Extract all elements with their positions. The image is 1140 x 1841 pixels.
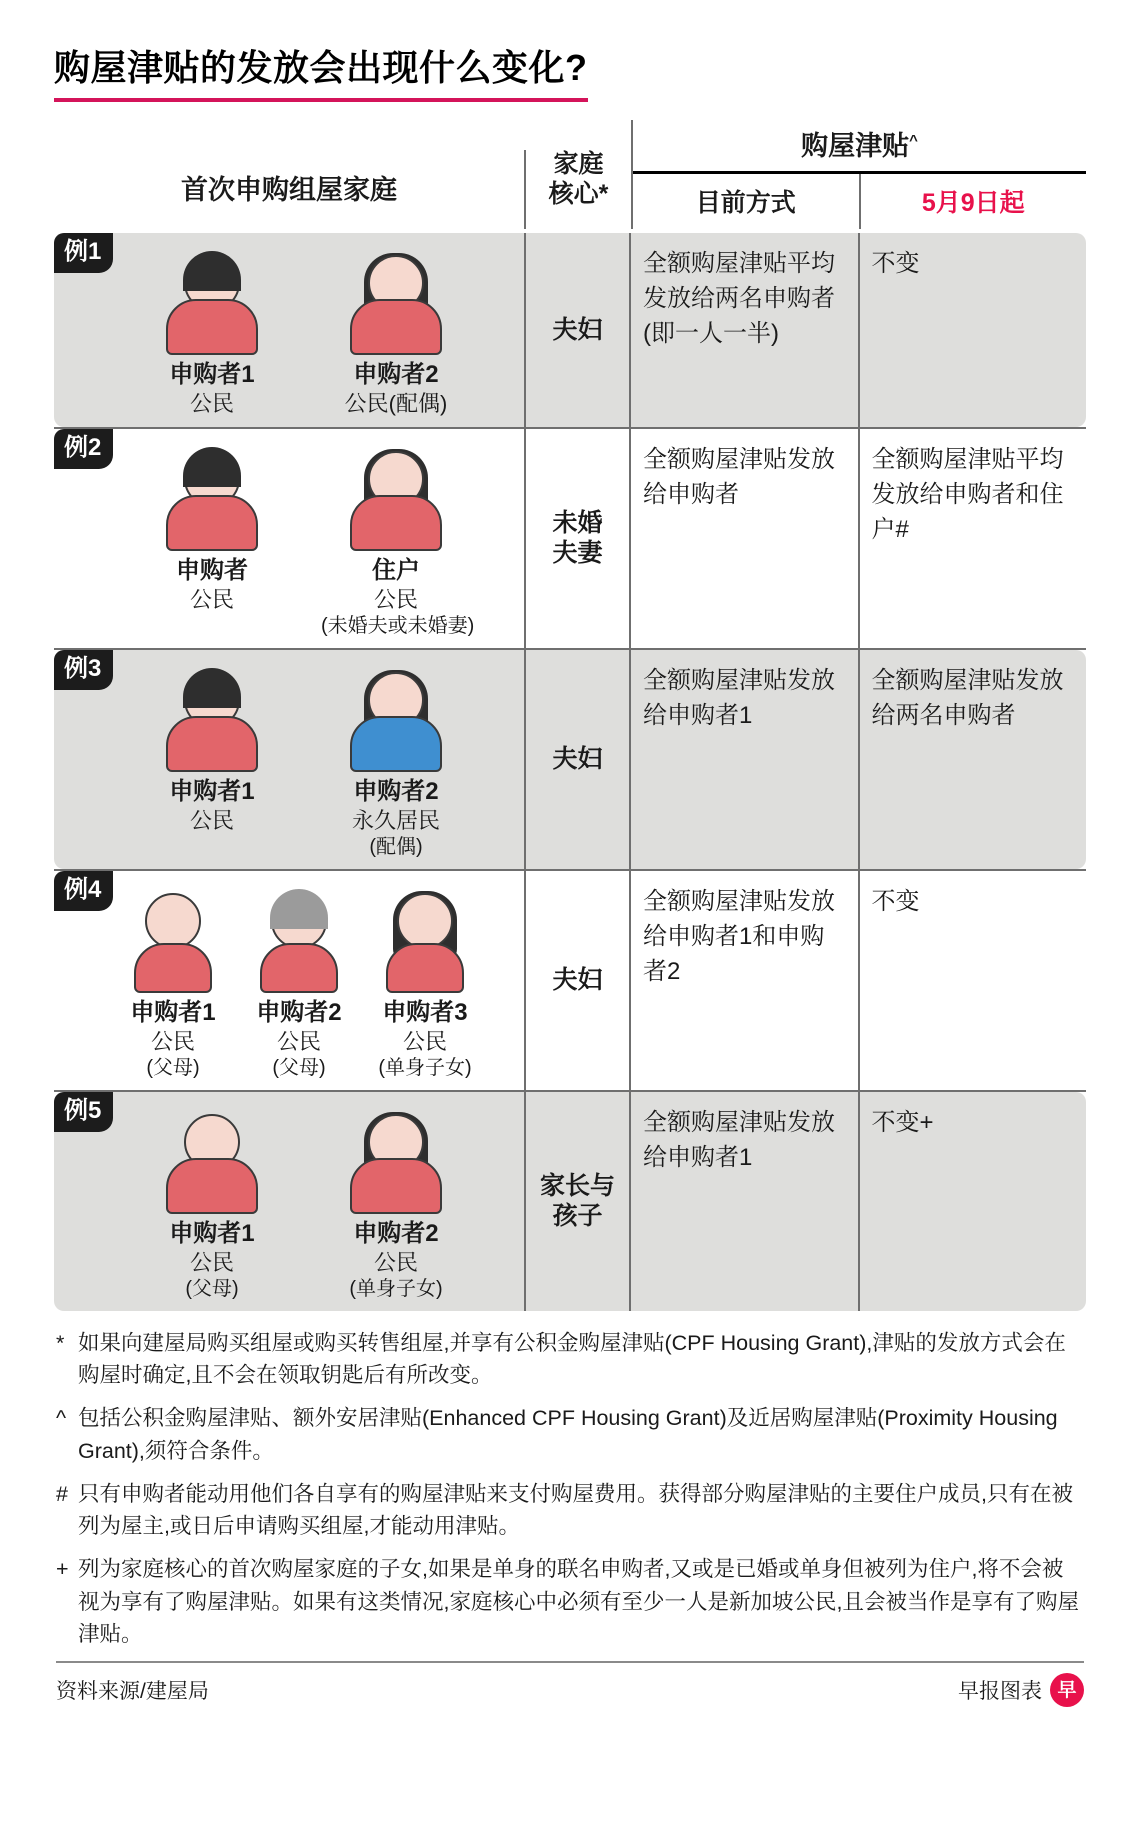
- person: [137, 251, 287, 417]
- person-name: 申购者1: [130, 998, 216, 1026]
- person-status: 公民: [373, 1249, 418, 1275]
- people-group: [54, 1106, 524, 1301]
- footer: [56, 1661, 1084, 1707]
- person-status: 公民: [150, 1028, 195, 1054]
- header-new-method: 5月9日起: [921, 189, 1025, 217]
- person-figure-icon: [164, 1110, 260, 1214]
- person-name: 申购者2: [353, 1219, 439, 1247]
- brand: [958, 1673, 1084, 1707]
- person-status: 公民: [189, 1249, 234, 1275]
- header-grant: [633, 120, 1086, 174]
- footnote-mark: ^: [56, 1406, 67, 1431]
- footnote: [56, 1327, 1084, 1392]
- grant-cell: [629, 1092, 1086, 1311]
- current-method-text: 全额购屋津贴发放给申购者1: [631, 650, 860, 869]
- person-figure-icon: [125, 889, 221, 993]
- person: [113, 889, 233, 1080]
- credit-text: 早报图表: [958, 1680, 1042, 1704]
- family-core: [524, 429, 629, 648]
- footnote-text: 如果向建屋局购买组屋或购买转售组屋,并享有公积金购屋津贴(CPF Housing Grant),津贴的发放方式会在购屋时确定,且不会在领取钥匙后有所改变。: [78, 1330, 1066, 1388]
- footnote: [56, 1478, 1084, 1543]
- header-core: [524, 150, 631, 229]
- current-method-text: 全额购屋津贴平均发放给两名申购者(即一人一半): [631, 233, 860, 427]
- source-text: 资料来源/建屋局: [56, 1680, 209, 1704]
- new-method-text: 不变: [871, 887, 920, 915]
- person-status: 公民: [189, 586, 234, 612]
- footnote: [56, 1402, 1084, 1467]
- person-note: (未婚夫或未婚妻): [321, 614, 475, 637]
- family-core-line2: 夫妻: [552, 539, 603, 568]
- footnote: [56, 1553, 1084, 1650]
- grant-cell: [629, 650, 1086, 869]
- person: [321, 1110, 471, 1301]
- page-title: 购屋津贴的发放会出现什么变化?: [54, 40, 588, 102]
- header-core-line2: 核心*: [548, 179, 609, 208]
- people-cell: [54, 650, 524, 869]
- people-cell: [54, 429, 524, 648]
- person-name: 申购者1: [169, 361, 255, 388]
- people-cell: [54, 1092, 524, 1311]
- table-row: [54, 869, 1086, 1090]
- family-core: 夫妇: [524, 871, 629, 1090]
- family-core-line1: 未婚: [552, 509, 603, 538]
- person-figure-icon: [377, 889, 473, 993]
- people-group: [54, 247, 524, 417]
- person-note: (父母): [185, 1277, 239, 1300]
- person-figure-icon: [348, 447, 444, 551]
- person: [321, 668, 471, 859]
- people-group: [54, 443, 524, 638]
- family-core: 夫妇: [524, 650, 629, 869]
- cases-table: [54, 233, 1086, 1311]
- person-status: 公民: [189, 807, 234, 833]
- new-method-text: 全额购屋津贴平均发放给申购者和住户#: [871, 445, 1064, 543]
- current-method-text: 全额购屋津贴发放给申购者1: [631, 1092, 860, 1311]
- header-current-method: 目前方式: [633, 174, 861, 229]
- header-grant-label: 购屋津贴: [801, 131, 910, 161]
- person-name: 申购者2: [353, 361, 439, 388]
- header-core-line1: 家庭: [553, 150, 604, 178]
- person-name: 申购者3: [382, 998, 468, 1026]
- new-method-text: 不变+: [860, 1092, 1087, 1311]
- person-status: 公民: [402, 1028, 447, 1054]
- person-name: 申购者2: [256, 998, 342, 1026]
- table-row: [54, 648, 1086, 869]
- person: [137, 1110, 287, 1301]
- person-figure-icon: [251, 889, 347, 993]
- person-figure-icon: [348, 251, 444, 355]
- person-figure-icon: [348, 668, 444, 772]
- family-core: [524, 1092, 629, 1311]
- person-note: (单身子女): [378, 1056, 472, 1079]
- table-row: [54, 1090, 1086, 1311]
- footnote-text: 列为家庭核心的首次购屋家庭的子女,如果是单身的联名申购者,又或是已婚或单身但被列为住户,将不会被视为享有了购屋津贴。如果有这类情况,家庭核心中必须有至少一人是新加坡公民,且会被当作是享有了购屋津贴。: [78, 1557, 1079, 1646]
- person: [321, 251, 471, 417]
- person-name: 申购者1: [169, 1219, 255, 1247]
- people-cell: [54, 233, 524, 427]
- header-grant-superscript: ^: [909, 132, 918, 149]
- header-grant-group: [631, 120, 1086, 229]
- case-label: 例2: [54, 429, 113, 469]
- new-method-text: 全额购屋津贴发放给两名申购者: [860, 650, 1087, 869]
- person-name: 住户: [372, 556, 420, 584]
- person-name: 申购者1: [169, 777, 255, 805]
- table-header: [54, 120, 1086, 229]
- person-status: 公民: [373, 586, 418, 612]
- footnotes: [56, 1327, 1084, 1650]
- person-figure-icon: [348, 1110, 444, 1214]
- family-core: 夫妇: [524, 233, 629, 427]
- people-group: [54, 885, 524, 1080]
- person-note: (父母): [272, 1056, 326, 1079]
- person-status: 公民: [189, 390, 234, 416]
- footnote-mark: +: [56, 1557, 69, 1582]
- footnote-text: 包括公积金购屋津贴、额外安居津贴(Enhanced CPF Housing Grant)及近居购屋津贴(Proximity Housing Grant),须符合条件。: [78, 1406, 1058, 1463]
- person: [321, 447, 475, 638]
- person: [365, 889, 485, 1080]
- case-label: 例5: [54, 1092, 113, 1132]
- footnote-text: 只有申购者能动用他们各自享有的购屋津贴来支付购屋费用。获得部分购屋津贴的主要住户成员,只有在被列为屋主,或日后申请购买组屋,才能动用津贴。: [78, 1481, 1073, 1539]
- person-name: 申购者: [176, 556, 248, 584]
- person: [137, 668, 287, 834]
- family-core-line1: 家长与: [539, 1172, 615, 1201]
- grant-cell: [629, 871, 1086, 1090]
- case-label: 例1: [54, 233, 113, 273]
- person-figure-icon: [164, 668, 260, 772]
- current-method-text: 全额购屋津贴发放给申购者1和申购者2: [631, 871, 860, 1090]
- people-cell: [54, 871, 524, 1090]
- case-label: 例3: [54, 650, 113, 690]
- people-group: [54, 664, 524, 859]
- person: [239, 889, 359, 1080]
- footnote-mark: *: [56, 1330, 65, 1355]
- header-family: 首次申购组屋家庭: [181, 175, 397, 205]
- person-status: 永久居民: [351, 807, 440, 833]
- family-core-line2: 孩子: [552, 1202, 603, 1231]
- zaobao-logo-icon: 早: [1050, 1673, 1084, 1707]
- person-figure-icon: [164, 447, 260, 551]
- footnote-mark: #: [56, 1481, 68, 1506]
- case-label: 例4: [54, 871, 113, 911]
- person-status: 公民(配偶): [344, 390, 448, 416]
- person-note: (单身子女): [349, 1277, 443, 1300]
- person-figure-icon: [164, 251, 260, 355]
- current-method-text: 全额购屋津贴发放给申购者: [631, 429, 860, 648]
- person-status: 公民: [276, 1028, 321, 1054]
- person-note: (父母): [146, 1056, 200, 1079]
- title-container: [54, 40, 1100, 102]
- person-note: (配偶): [369, 835, 423, 858]
- person-name: 申购者2: [353, 777, 439, 805]
- grant-cell: [629, 429, 1086, 648]
- person: [137, 447, 287, 613]
- new-method-text: 不变: [860, 233, 1087, 427]
- table-row: [54, 233, 1086, 427]
- table-row: [54, 427, 1086, 648]
- header-grant-columns: [633, 174, 1086, 229]
- grant-cell: [629, 233, 1086, 427]
